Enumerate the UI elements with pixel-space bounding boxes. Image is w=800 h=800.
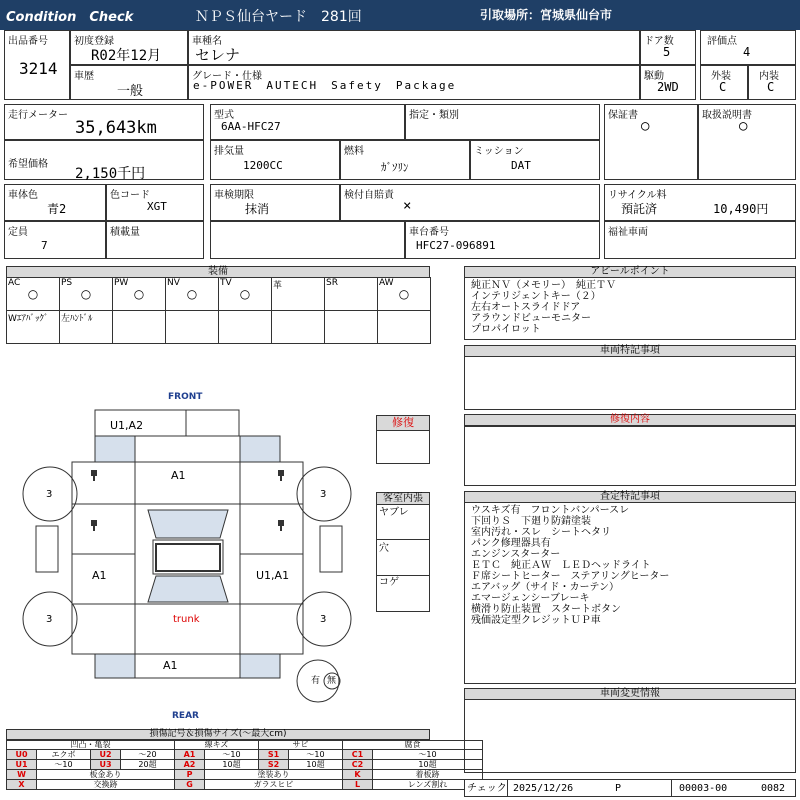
equipment-key: AC [8, 278, 21, 288]
legend-title: 損傷記号＆損傷サイズ(〜最大cm) [6, 729, 430, 740]
warranty-label: 保証書 [608, 110, 638, 121]
equipment-title: 装備 [6, 266, 430, 278]
doors-box [640, 30, 696, 65]
equipment-cell [113, 311, 166, 344]
change-title: 車両変更情報 [464, 688, 796, 700]
equipment-cell [325, 311, 378, 344]
colorcode-value: XGT [147, 200, 167, 213]
capacity-value: 7 [41, 239, 48, 252]
equipment-cell [272, 278, 325, 311]
inspect-label: 車検期限 [214, 190, 254, 201]
equipment-key: Wｴｱﾊﾞｯｸﾞ [8, 314, 49, 324]
colorcode-label: 色コード [110, 190, 150, 201]
legend-desc: 〜10 [289, 750, 343, 760]
legend-code: S1 [259, 750, 289, 760]
mileage-value: 35,643km [75, 118, 157, 138]
legend-grid [6, 740, 483, 790]
legend-code: W [7, 770, 37, 780]
recycle-value: 10,490円 [713, 202, 769, 216]
score-box [700, 30, 796, 65]
legend-desc: 着板跡 [373, 770, 483, 780]
legend-code: C2 [343, 760, 373, 770]
equipment-value: ○ [398, 287, 410, 301]
price-box [4, 140, 204, 180]
legend-code: S2 [259, 760, 289, 770]
equipment-key: 革 [273, 281, 283, 291]
reg-box [70, 30, 188, 65]
rear-bumper-note: A1 [163, 659, 178, 672]
rear-label: REAR [172, 711, 199, 721]
equipment-grid [6, 277, 431, 344]
grade-box [188, 65, 640, 100]
equipment-key: NV [167, 278, 180, 288]
liability-label: 検付自賠責 [344, 190, 394, 201]
ext-value: C [719, 80, 727, 94]
model-value: 6AA-HFC27 [221, 120, 281, 133]
legend-code: X [7, 780, 37, 790]
check-date: 2025/12/26 [513, 783, 574, 794]
liability-box [340, 184, 600, 221]
legend-desc: 10超 [289, 760, 343, 770]
name-box [188, 30, 640, 65]
appeal-line: プロパイロット [471, 324, 541, 335]
reg-value: R02年12月 [91, 48, 162, 64]
legend-desc: 〜20 [121, 750, 175, 760]
equipment-key: PS [61, 278, 73, 288]
legend-desc: レンズ割れ [373, 780, 483, 790]
int-value: C [767, 80, 775, 94]
repair-content-title: 修復内容 [464, 414, 796, 426]
colorcode-box [106, 184, 204, 221]
left-door-note: A1 [92, 569, 107, 582]
legend-group: 凹凸・亀裂 [7, 741, 175, 750]
equipment-key: PW [114, 278, 129, 288]
chassis-label: 車台番号 [409, 227, 449, 238]
equipment-cell [60, 311, 113, 344]
interior-box [376, 504, 430, 612]
fuel-label: 燃料 [344, 146, 364, 157]
inspection-line: 下回りＳ 下廻り防錆塗装 [471, 516, 591, 527]
recycle-label: リサイクル料 [608, 190, 667, 201]
equipment-value: ○ [27, 287, 39, 301]
mission-box [470, 140, 600, 180]
score-value: 4 [743, 45, 751, 59]
class-box [405, 104, 600, 140]
equipment-cell [272, 311, 325, 344]
welfare-label: 福祉車両 [608, 227, 648, 238]
equipment-cell [60, 278, 113, 311]
drive-value: 2WD [657, 80, 679, 94]
tire-fr: 3 [320, 489, 327, 500]
inspection-line: エアバッグ（サイド・カーテン） [471, 582, 619, 593]
inspect-box [210, 184, 340, 221]
name-label: 車種名 [192, 36, 222, 47]
grade-label: グレード・仕様 [192, 71, 262, 82]
equipment-key: TV [220, 278, 232, 288]
pickup-location: 引取場所：宮城県仙台市 [480, 8, 613, 22]
color-value: 青2 [47, 202, 67, 216]
history-box [70, 65, 188, 100]
manual-box [698, 104, 796, 180]
ext-label: 外装 [711, 71, 731, 82]
equipment-cell [7, 278, 60, 311]
legend-desc: 10超 [205, 760, 259, 770]
interior-hole: 穴 [379, 543, 389, 554]
color-box [4, 184, 106, 221]
appeal-line: 左右オートスライドドア [471, 302, 581, 313]
inspection-line: パンク修理器具有 [471, 538, 551, 549]
footer-bar [464, 779, 796, 797]
legend-group: 線キズ [175, 741, 259, 750]
trunk-label: trunk [173, 614, 200, 625]
legend-group: 腐食 [343, 741, 483, 750]
legend-code: U0 [7, 750, 37, 760]
legend-code: C1 [343, 750, 373, 760]
equipment-cell [378, 278, 431, 311]
front-bumper-note: U1,A2 [110, 419, 144, 432]
spare-present: 有 [311, 676, 321, 686]
auction-name: ＮＰＳ仙台ヤード 281回 [195, 9, 362, 25]
equipment-cell [7, 311, 60, 344]
lot-number: 3214 [19, 59, 58, 78]
inspection-title: 査定特記事項 [464, 491, 796, 503]
legend-code: U1 [7, 760, 37, 770]
int-box [748, 65, 796, 100]
legend-desc: 板金あり [37, 770, 175, 780]
inspection-line: エンジンスターター [471, 549, 561, 560]
ext-box [700, 65, 748, 100]
mission-value: DAT [511, 159, 531, 172]
inspection-line: ウスキズ有 フロントバンパースレ [471, 505, 630, 516]
legend-code: A1 [175, 750, 205, 760]
spare-absent: 無 [327, 676, 337, 686]
repair-title: 修復 [376, 415, 430, 431]
equipment-cell [219, 311, 272, 344]
header-bar [0, 0, 800, 30]
model-label: 型式 [214, 110, 234, 121]
recycle-status: 預託済 [621, 202, 658, 216]
change-box [464, 699, 796, 773]
legend-desc: エクボ [37, 750, 91, 760]
equipment-cell [166, 278, 219, 311]
equipment-cell [378, 311, 431, 344]
legend-desc: 〜10 [37, 760, 91, 770]
color-label: 車体色 [8, 190, 38, 201]
check-num1: 00003-00 [679, 783, 728, 794]
history-label: 車歴 [74, 71, 94, 82]
blank-box [210, 221, 405, 259]
equipment-value: ○ [186, 287, 198, 301]
mission-label: ミッション [474, 146, 524, 157]
check-num2: 0082 [761, 783, 786, 794]
car-name: セレナ [195, 46, 241, 64]
appeal-line: 純正ＮＶ（メモリー） 純正ＴＶ [471, 280, 616, 291]
hood-note: A1 [171, 469, 186, 482]
legend-desc: 交換跡 [37, 780, 175, 790]
capacity-box [4, 221, 106, 259]
legend-desc: 〜10 [373, 750, 483, 760]
equipment-key: AW [379, 278, 394, 288]
inspection-line: 室内汚れ・スレ シートヘタリ [471, 527, 611, 538]
inspection-line: Ｆ席シートヒーター ステアリングヒーター [471, 571, 670, 582]
legend-desc: 10超 [373, 760, 483, 770]
disp-value: 1200CC [243, 159, 283, 172]
manual-label: 取扱説明書 [702, 110, 752, 121]
recycle-box [604, 184, 796, 221]
legend-code: G [175, 780, 205, 790]
inspection-line: 横滑り防止装置 スタートボタン [471, 604, 621, 615]
load-label: 積載量 [110, 227, 140, 238]
tire-rl: 3 [46, 614, 53, 625]
interior-title: 客室内張 [376, 492, 430, 505]
legend-code: L [343, 780, 373, 790]
special-title: 車両特記事項 [464, 345, 796, 357]
legend-code: K [343, 770, 373, 780]
equipment-value: ○ [133, 287, 145, 301]
equipment-value: ○ [239, 287, 251, 301]
equipment-key: SR [326, 278, 338, 288]
model-box [210, 104, 405, 140]
equipment-cell [325, 278, 378, 311]
load-box [106, 221, 204, 259]
legend-desc: 20超 [121, 760, 175, 770]
appeal-title: アピールポイント [464, 266, 796, 278]
inspection-line: エマージェンシーブレーキ [471, 593, 590, 604]
history-value: 一般 [117, 84, 144, 99]
drive-box [640, 65, 696, 100]
legend-desc: 塗装あり [205, 770, 343, 780]
equipment-key: 左ﾊﾝﾄﾞﾙ [61, 314, 93, 324]
inspection-line: ＥＴＣ 純正ＡＷ ＬＥＤヘッドライト [471, 560, 651, 571]
mileage-label: 走行メーター [8, 110, 68, 121]
right-door-note: U1,A1 [256, 569, 290, 582]
tire-rr: 3 [320, 614, 327, 625]
warranty-box [604, 104, 698, 180]
chassis-value: HFC27-096891 [416, 239, 496, 252]
legend-code: A2 [175, 760, 205, 770]
doors-value: 5 [663, 45, 671, 59]
reg-label: 初度登録 [74, 36, 114, 47]
manual-value: ○ [739, 118, 748, 134]
welfare-box [604, 221, 796, 259]
legend-code: U2 [91, 750, 121, 760]
interior-tear: ヤブレ [379, 507, 409, 518]
score-label: 評価点 [707, 36, 737, 47]
legend-code: P [175, 770, 205, 780]
lot-label: 出品番号 [8, 36, 48, 47]
interior-burn: コゲ [379, 577, 399, 588]
legend-code: U3 [91, 760, 121, 770]
check-code: P [615, 783, 622, 794]
inspection-box [464, 502, 796, 684]
price-label: 希望価格 [8, 159, 48, 170]
mileage-box [4, 104, 204, 140]
special-box [464, 356, 796, 410]
car-diagram [0, 385, 376, 725]
equipment-value: ○ [80, 287, 92, 301]
class-label: 指定・類別 [409, 110, 459, 121]
equipment-cell [113, 278, 166, 311]
inspect-value: 抹消 [245, 202, 270, 216]
int-label: 内装 [759, 71, 779, 82]
fuel-box [340, 140, 470, 180]
front-label: FRONT [168, 392, 203, 402]
lot-box [4, 30, 70, 100]
appeal-line: インテリジェントキー（２） [471, 291, 601, 302]
disp-label: 排気量 [214, 146, 244, 157]
grade-value: e-POWER AUTECH Safety Package [193, 79, 457, 92]
check-label: チェック [467, 783, 507, 794]
doors-label: ドア数 [644, 36, 674, 47]
disp-box [210, 140, 340, 180]
chassis-box [405, 221, 600, 259]
liability-value: × [403, 198, 412, 214]
capacity-label: 定員 [8, 227, 28, 238]
warranty-value: ○ [641, 118, 650, 134]
appeal-line: アラウンドビューモニター [471, 313, 591, 324]
legend-desc: ガラスヒビ [205, 780, 343, 790]
repair-box [376, 430, 430, 464]
header-title: Condition Check [6, 10, 134, 25]
legend-desc: 〜10 [205, 750, 259, 760]
inspection-line: 残価設定型クレジットＵＰ車 [471, 615, 601, 626]
tire-fl: 3 [46, 489, 53, 500]
legend-group: サビ [259, 741, 343, 750]
fuel-value: ｶﾞｿﾘﾝ [381, 161, 409, 174]
equipment-cell [219, 278, 272, 311]
equipment-cell [166, 311, 219, 344]
price-value: 2,150千円 [75, 166, 146, 182]
repair-content-box [464, 426, 796, 486]
drive-label: 駆動 [644, 71, 664, 82]
appeal-box [464, 277, 796, 340]
